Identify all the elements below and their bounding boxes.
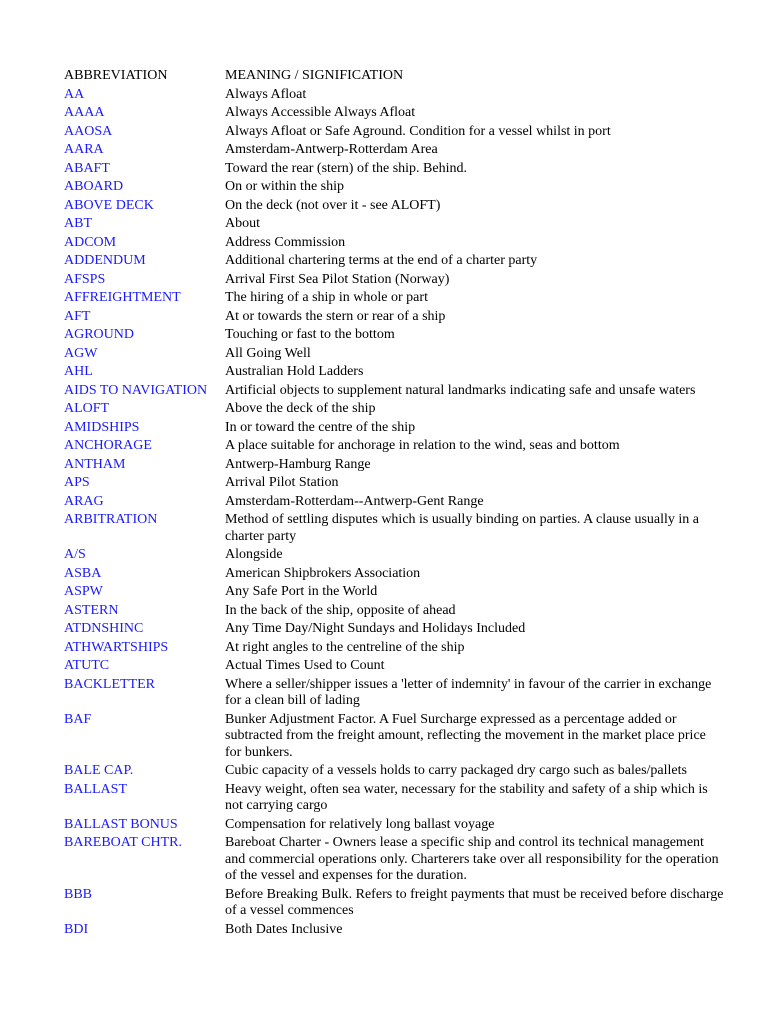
abbreviation-term: AMIDSHIPS	[64, 419, 140, 435]
abbreviation-term: ASPW	[64, 584, 103, 599]
glossary-row	[64, 512, 724, 547]
glossary-row	[64, 712, 724, 764]
abbreviation-term: ABOARD	[64, 179, 124, 194]
glossary-row	[64, 105, 724, 124]
abbreviation-meaning: At right angles to the centreline of the ship	[225, 639, 465, 655]
glossary-row	[64, 603, 724, 622]
glossary-row	[64, 124, 724, 143]
glossary-row	[64, 782, 724, 817]
glossary-row	[64, 272, 724, 291]
glossary-row	[64, 475, 724, 494]
abbreviation-term: BBB	[64, 886, 93, 902]
glossary-row	[64, 235, 724, 254]
glossary-row	[64, 887, 724, 922]
abbreviation-term: AFT	[64, 308, 91, 324]
glossary-row	[64, 216, 724, 235]
abbreviation-meaning: Alongside	[225, 547, 283, 562]
abbreviation-term: AGROUND	[64, 327, 134, 342]
abbreviation-term: ARAG	[64, 493, 104, 509]
glossary-row	[64, 438, 724, 457]
abbreviation-term: ANCHORAGE	[64, 438, 152, 453]
abbreviation-term: ASTERN	[64, 602, 119, 618]
abbreviation-meaning: Actual Times Used to Count	[225, 658, 385, 673]
glossary-row	[64, 640, 724, 659]
abbreviation-term: ATHWARTSHIPS	[64, 639, 169, 655]
glossary-row	[64, 621, 724, 640]
abbreviation-meaning: Heavy weight, often sea water, necessary for the stability and safety of a ship which is not carrying cargo	[225, 781, 708, 813]
abbreviation-term: AFSPS	[64, 271, 106, 287]
column-header-abbreviation: ABBREVIATION	[64, 68, 168, 83]
glossary-row	[64, 161, 724, 180]
glossary-row	[64, 383, 724, 402]
abbreviation-term: AFFREIGHTMENT	[64, 290, 181, 305]
abbreviation-meaning: American Shipbrokers Association	[225, 565, 421, 581]
abbreviation-meaning: Address Commission	[225, 234, 346, 250]
abbreviation-meaning: Additional chartering terms at the end of a charter party	[225, 253, 538, 268]
abbreviation-meaning: Amsterdam-Rotterdam--Antwerp-Gent Range	[225, 493, 484, 509]
abbreviation-meaning: All Going Well	[225, 345, 311, 361]
abbreviation-meaning: Toward the rear (stern) of the ship. Behind.	[225, 160, 467, 176]
abbreviation-term: ABT	[64, 216, 92, 231]
abbreviation-term: ABOVE DECK	[64, 197, 154, 213]
glossary-row	[64, 142, 724, 161]
abbreviation-meaning: A place suitable for anchorage in relation to the wind, seas and bottom	[225, 438, 620, 453]
glossary-row	[64, 420, 724, 439]
abbreviation-term: AA	[64, 86, 85, 102]
abbreviation-meaning: Before Breaking Bulk. Refers to freight payments that must be received before discharge of a vessel commences	[225, 886, 724, 918]
abbreviation-meaning: Artificial objects to supplement natural landmarks indicating safe and unsafe waters	[225, 382, 696, 398]
abbreviation-meaning: Method of settling disputes which is usually binding on parties. A clause usually in a charter party	[225, 512, 700, 544]
abbreviation-term: AAAA	[64, 105, 105, 120]
glossary-row	[64, 835, 724, 887]
abbreviation-meaning: Where a seller/shipper issues a 'letter of indemnity' in favour of the carrier in exchange for a clean bill of lading	[225, 676, 712, 708]
abbreviation-meaning: At or towards the stern or rear of a ship	[225, 308, 446, 324]
glossary-row	[64, 922, 724, 941]
glossary-row	[64, 566, 724, 585]
glossary-row	[64, 327, 724, 346]
abbreviation-term: ATDNSHINC	[64, 621, 144, 636]
glossary-row	[64, 364, 724, 383]
abbreviation-meaning: Always Accessible Always Afloat	[225, 105, 416, 120]
abbreviation-meaning: Both Dates Inclusive	[225, 921, 343, 937]
abbreviation-term: AARA	[64, 142, 104, 157]
abbreviation-meaning: Any Time Day/Night Sundays and Holidays Included	[225, 621, 526, 636]
abbreviation-term: BALLAST BONUS	[64, 816, 178, 832]
abbreviation-meaning: Touching or fast to the bottom	[225, 327, 395, 342]
abbreviation-term: BACKLETTER	[64, 676, 155, 692]
glossary-row	[64, 87, 724, 106]
abbreviation-meaning: Bareboat Charter - Owners lease a specific ship and control its technical management and commercial operations only. Charterers take over all responsibility for the operation of the vessel and expenses for the duration.	[225, 835, 719, 883]
abbreviation-term: AGW	[64, 345, 98, 361]
abbreviation-meaning: Cubic capacity of a vessels holds to carry packaged dry cargo such as bales/pallets	[225, 763, 687, 778]
abbreviation-term: AIDS TO NAVIGATION	[64, 382, 208, 398]
abbreviation-term: ANTHAM	[64, 456, 126, 472]
abbreviation-term: BDI	[64, 921, 89, 937]
abbreviation-meaning: Compensation for relatively long ballast voyage	[225, 816, 495, 832]
abbreviation-meaning: On or within the ship	[225, 179, 344, 194]
abbreviation-term: ADDENDUM	[64, 253, 146, 268]
glossary-row	[64, 253, 724, 272]
glossary-table	[64, 68, 724, 940]
abbreviation-meaning: Australian Hold Ladders	[225, 364, 364, 379]
abbreviation-meaning: Above the deck of the ship	[225, 401, 376, 416]
abbreviation-meaning: In the back of the ship, opposite of ahead	[225, 602, 456, 618]
abbreviation-term: BAF	[64, 711, 92, 727]
abbreviation-term: ARBITRATION	[64, 512, 158, 527]
glossary-rows	[64, 87, 724, 941]
abbreviation-term: AHL	[64, 364, 93, 379]
glossary-row	[64, 547, 724, 566]
glossary-row	[64, 677, 724, 712]
abbreviation-term: ASBA	[64, 565, 102, 581]
glossary-row	[64, 346, 724, 365]
abbreviation-term: AAOSA	[64, 123, 113, 139]
abbreviation-term: APS	[64, 475, 90, 490]
abbreviation-term: ALOFT	[64, 401, 110, 416]
abbreviation-meaning: Always Afloat	[225, 86, 307, 102]
glossary-row	[64, 494, 724, 513]
glossary-row	[64, 817, 724, 836]
abbreviation-meaning: Arrival Pilot Station	[225, 475, 339, 490]
abbreviation-meaning: The hiring of a ship in whole or part	[225, 290, 428, 305]
abbreviation-term: ABAFT	[64, 160, 110, 176]
abbreviation-meaning: Amsterdam-Antwerp-Rotterdam Area	[225, 142, 438, 157]
abbreviation-meaning: In or toward the centre of the ship	[225, 419, 416, 435]
abbreviation-meaning: Bunker Adjustment Factor. A Fuel Surcharge expressed as a percentage added or subtracted from the freight amount, reflecting the movement in the market place price for bunkers.	[225, 711, 706, 760]
abbreviation-term: BALE CAP.	[64, 763, 134, 778]
abbreviation-meaning: Antwerp-Hamburg Range	[225, 456, 371, 472]
abbreviation-term: A/S	[64, 547, 86, 562]
abbreviation-meaning: Arrival First Sea Pilot Station (Norway)	[225, 271, 450, 287]
glossary-row	[64, 658, 724, 677]
abbreviation-meaning: Any Safe Port in the World	[225, 584, 378, 599]
abbreviation-term: ATUTC	[64, 658, 110, 673]
glossary-row	[64, 401, 724, 420]
glossary-row	[64, 457, 724, 476]
glossary-row	[64, 584, 724, 603]
header-row	[64, 68, 724, 87]
abbreviation-term: BALLAST	[64, 781, 127, 797]
abbreviation-meaning: Always Afloat or Safe Aground. Condition for a vessel whilst in port	[225, 123, 611, 139]
glossary-row	[64, 290, 724, 309]
glossary-row	[64, 309, 724, 328]
abbreviation-meaning: On the deck (not over it - see ALOFT)	[225, 197, 441, 213]
abbreviation-meaning: About	[225, 216, 260, 231]
column-header-meaning: MEANING / SIGNIFICATION	[225, 68, 404, 83]
glossary-row	[64, 763, 724, 782]
glossary-row	[64, 198, 724, 217]
glossary-row	[64, 179, 724, 198]
abbreviation-term: BAREBOAT CHTR.	[64, 835, 182, 850]
abbreviation-term: ADCOM	[64, 234, 117, 250]
